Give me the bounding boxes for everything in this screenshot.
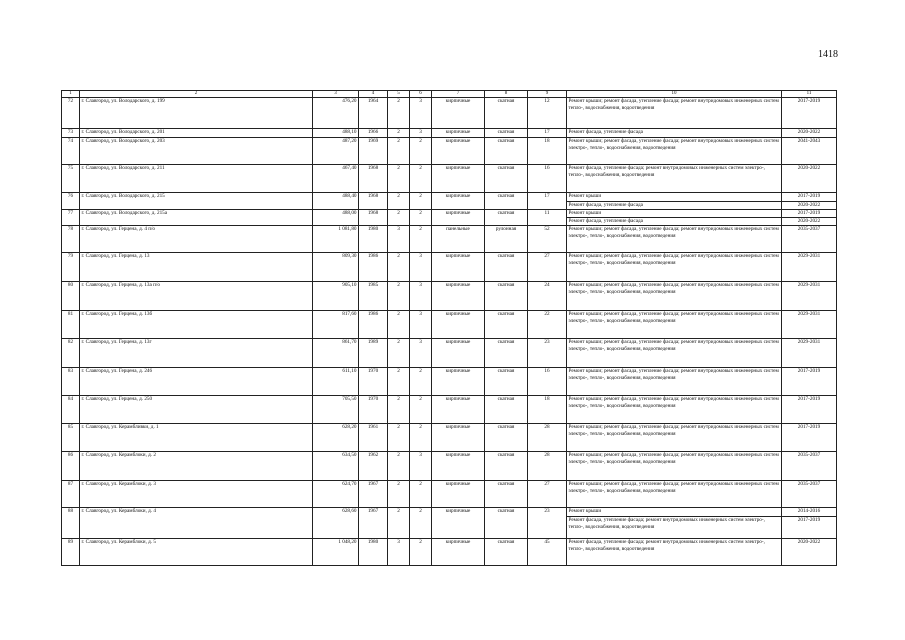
table-row [62, 311, 837, 339]
header-cell: 1 [62, 91, 80, 98]
floors-cell: 2 [388, 368, 410, 396]
roof-type-cell: скатная [485, 539, 528, 566]
year-cell: 1968 [359, 193, 388, 210]
apartments-cell: 28 [528, 452, 567, 481]
floors-cell: 2 [388, 481, 410, 508]
period-cell: 2017-2019 [782, 424, 837, 452]
area-cell: 467,40 [313, 165, 359, 193]
period-cell: 2029-2031 [782, 339, 837, 368]
year-cell: 1986 [359, 311, 388, 339]
floors-cell: 2 [388, 138, 410, 165]
year-cell: 1980 [359, 226, 388, 253]
area-cell: 705,50 [313, 396, 359, 424]
header-cell: 8 [485, 91, 528, 98]
works-cell: Ремонт крыши; ремонт фасада, утепление фасада; ремонт внутридомовых инженерных систем электро-, тепло-, водоснабжения, водоотведения [567, 311, 782, 339]
entrances-cell: 2 [410, 138, 432, 165]
table-row [62, 539, 837, 566]
area-cell: 1 048,20 [313, 539, 359, 566]
table-row [62, 481, 837, 508]
table-row [62, 396, 837, 424]
entrances-cell: 2 [410, 396, 432, 424]
period-cell: 2020-2022 [782, 218, 837, 226]
entrances-cell: 2 [410, 481, 432, 508]
row-number-cell: 72 [62, 98, 80, 129]
floors-cell: 2 [388, 210, 410, 226]
row-number-cell: 84 [62, 396, 80, 424]
wall-material-cell: кирпичные [432, 98, 485, 129]
row-number-cell: 76 [62, 193, 80, 210]
row-number-cell: 82 [62, 339, 80, 368]
entrances-cell: 2 [410, 210, 432, 226]
wall-material-cell: кирпичные [432, 368, 485, 396]
address-cell: г. Славгород, ул. Володарского, д. 201 [80, 129, 313, 138]
table-row [62, 282, 837, 311]
works-cell: Ремонт крыши; ремонт фасада, утепление фасада; ремонт внутридомовых инженерных систем электро-, тепло-, водоснабжения, водоотведения [567, 481, 782, 508]
address-cell: г. Славгород, ул. Володарского, д. 199 [80, 98, 313, 129]
table-row [62, 226, 837, 253]
year-cell: 1964 [359, 98, 388, 129]
floors-cell: 2 [388, 452, 410, 481]
apartments-cell: 23 [528, 508, 567, 539]
wall-material-cell: кирпичные [432, 165, 485, 193]
row-number-cell: 88 [62, 508, 80, 539]
floors-cell: 2 [388, 339, 410, 368]
header-cell: 5 [388, 91, 410, 98]
works-cell: Ремонт крыши; ремонт фасада, утепление фасада; ремонт внутридомовых инженерных систем электро-, тепло-, водоснабжения, водоотведения [567, 282, 782, 311]
apartments-cell: 18 [528, 138, 567, 165]
wall-material-cell: кирпичные [432, 539, 485, 566]
address-cell: г. Славгород, ул. Керамблоки, д. 4 [80, 508, 313, 539]
wall-material-cell: кирпичные [432, 138, 485, 165]
header-cell: 3 [313, 91, 359, 98]
row-number-cell: 80 [62, 282, 80, 311]
period-cell: 2020-2022 [782, 165, 837, 193]
page-number: 1418 [818, 49, 838, 60]
roof-type-cell: скатная [485, 368, 528, 396]
address-cell: г. Славгород, ул. Герцена, д. 4 п/о [80, 226, 313, 253]
works-cell: Ремонт крыши; ремонт фасада, утепление фасада; ремонт внутридомовых инженерных систем электро-, тепло-, водоснабжения, водоотведения [567, 226, 782, 253]
apartments-cell: 27 [528, 253, 567, 282]
table-row [62, 98, 837, 129]
roof-type-cell: скатная [485, 452, 528, 481]
area-cell: 861,70 [313, 339, 359, 368]
header-cell: 9 [528, 91, 567, 98]
area-cell: 611,10 [313, 368, 359, 396]
entrances-cell: 2 [410, 226, 432, 253]
entrances-cell: 3 [410, 282, 432, 311]
works-cell: Ремонт крыши; ремонт фасада, утепление фасада; ремонт внутридомовых инженерных систем электро-, тепло-, водоснабжения, водоотведения [567, 368, 782, 396]
apartments-cell: 16 [528, 165, 567, 193]
wall-material-cell: кирпичные [432, 129, 485, 138]
entrances-cell: 3 [410, 98, 432, 129]
apartments-cell: 45 [528, 539, 567, 566]
area-cell: 487,20 [313, 138, 359, 165]
row-number-cell: 85 [62, 424, 80, 452]
address-cell: г. Славгород, ул. Володарского, д. 211 [80, 165, 313, 193]
roof-type-cell: скатная [485, 508, 528, 539]
apartments-cell: 22 [528, 311, 567, 339]
area-cell: 628,60 [313, 508, 359, 539]
roof-type-cell: скатная [485, 339, 528, 368]
roof-type-cell: скатная [485, 129, 528, 138]
works-cell: Ремонт крыши; ремонт фасада, утепление фасада; ремонт внутридомовых инженерных систем электро-, тепло-, водоснабжения, водоотведения [567, 424, 782, 452]
works-cell: Ремонт крыши; ремонт фасада, утепление фасада; ремонт внутридомовых инженерных систем электро-, тепло-, водоснабжения, водоотведения [567, 253, 782, 282]
row-number-cell: 87 [62, 481, 80, 508]
header-cell: 4 [359, 91, 388, 98]
works-cell: Ремонт крыши; ремонт фасада, утепление фасада; ремонт внутридомовых инженерных систем электро-, тепло-, водоснабжения, водоотведения [567, 396, 782, 424]
address-cell: г. Славгород, ул. Керамбливки, д. 1 [80, 424, 313, 452]
address-cell: г. Славгород, ул. Герцена, д. 13г [80, 339, 313, 368]
roof-type-cell: скатная [485, 138, 528, 165]
floors-cell: 2 [388, 508, 410, 539]
apartments-cell: 17 [528, 193, 567, 210]
area-cell: 905,10 [313, 282, 359, 311]
row-number-cell: 81 [62, 311, 80, 339]
entrances-cell: 3 [410, 311, 432, 339]
address-cell: г. Славгород, ул. Герцена, д. 246 [80, 368, 313, 396]
row-number-cell: 77 [62, 210, 80, 226]
apartments-cell: 23 [528, 339, 567, 368]
roof-type-cell: скатная [485, 210, 528, 226]
floors-cell: 3 [388, 226, 410, 253]
period-cell: 2017-2019 [782, 210, 837, 218]
area-cell: 628,20 [313, 424, 359, 452]
apartments-cell: 17 [528, 129, 567, 138]
roof-type-cell: скатная [485, 311, 528, 339]
entrances-cell: 2 [410, 539, 432, 566]
apartments-cell: 28 [528, 424, 567, 452]
works-cell: Ремонт фасада, утепление фасада; ремонт внутридомовых инженерных систем электро-, тепло-, водоснабжения, водоотведения [567, 517, 782, 539]
area-cell: 624,70 [313, 481, 359, 508]
year-cell: 1969 [359, 138, 388, 165]
period-cell: 2035-2037 [782, 452, 837, 481]
period-cell: 2017-2019 [782, 368, 837, 396]
period-cell: 2041-2043 [782, 138, 837, 165]
works-cell: Ремонт крыши [567, 210, 782, 218]
area-cell: 488,10 [313, 129, 359, 138]
floors-cell: 2 [388, 98, 410, 129]
address-cell: г. Славгород, ул. Володарского, д. 215 [80, 193, 313, 210]
row-number-cell: 83 [62, 368, 80, 396]
entrances-cell: 2 [410, 193, 432, 210]
year-cell: 1970 [359, 396, 388, 424]
address-cell: г. Славгород, ул. Керамблоки, д. 2 [80, 452, 313, 481]
apartments-cell: 11 [528, 210, 567, 226]
table-body [62, 91, 837, 566]
floors-cell: 3 [388, 539, 410, 566]
row-number-cell: 78 [62, 226, 80, 253]
row-number-cell: 86 [62, 452, 80, 481]
table-row [62, 452, 837, 481]
area-cell: 488,40 [313, 193, 359, 210]
table-row [62, 253, 837, 282]
period-cell: 2017-2019 [782, 517, 837, 539]
row-number-cell: 75 [62, 165, 80, 193]
roof-type-cell: скатная [485, 481, 528, 508]
roof-type-cell: рулонная [485, 226, 528, 253]
table-row [62, 368, 837, 396]
year-cell: 1962 [359, 452, 388, 481]
wall-material-cell: кирпичные [432, 193, 485, 210]
wall-material-cell: кирпичные [432, 481, 485, 508]
apartments-cell: 27 [528, 481, 567, 508]
table-row [62, 424, 837, 452]
period-cell: 2035-2037 [782, 481, 837, 508]
header-cell: 2 [80, 91, 313, 98]
roof-type-cell: скатная [485, 193, 528, 210]
period-cell: 2020-2022 [782, 539, 837, 566]
works-cell: Ремонт фасада, утепление фасада; ремонт внутридомовых инженерных систем электро-, тепло-, водоснабжения, водоотведения [567, 165, 782, 193]
year-cell: 1966 [359, 129, 388, 138]
entrances-cell: 2 [410, 508, 432, 539]
housing-register-table [61, 90, 837, 566]
wall-material-cell: кирпичные [432, 210, 485, 226]
year-cell: 1985 [359, 282, 388, 311]
works-cell: Ремонт крыши; ремонт фасада, утепление фасада; ремонт внутридомовых инженерных систем электро-, тепло-, водоснабжения, водоотведения [567, 452, 782, 481]
year-cell: 1986 [359, 253, 388, 282]
floors-cell: 2 [388, 193, 410, 210]
address-cell: г. Славгород, ул. Керамблоки, д. 5 [80, 539, 313, 566]
row-number-cell: 73 [62, 129, 80, 138]
year-cell: 1968 [359, 210, 388, 226]
table-row [62, 165, 837, 193]
wall-material-cell: кирпичные [432, 424, 485, 452]
works-cell: Ремонт крыши; ремонт фасада, утепление фасада; ремонт внутридомовых инженерных систем электро-, тепло-, водоснабжения, водоотведения [567, 138, 782, 165]
works-cell: Ремонт фасада, утепление фасада [567, 129, 782, 138]
address-cell: г. Славгород, ул. Володарского, д. 203 [80, 138, 313, 165]
table-row [62, 210, 837, 218]
floors-cell: 2 [388, 396, 410, 424]
floors-cell: 2 [388, 282, 410, 311]
header-cell: 10 [567, 91, 782, 98]
header-cell: 11 [782, 91, 837, 98]
address-cell: г. Славгород, ул. Герцена, д. 13б [80, 311, 313, 339]
works-cell: Ремонт фасада, утепление фасада [567, 218, 782, 226]
apartments-cell: 12 [528, 98, 567, 129]
works-cell: Ремонт крыши; ремонт фасада, утепление фасада; ремонт внутридомовых инженерных систем электро-, тепло-, водоснабжения, водоотведения [567, 339, 782, 368]
period-cell: 2020-2022 [782, 202, 837, 210]
year-cell: 1967 [359, 508, 388, 539]
period-cell: 2014-2016 [782, 508, 837, 517]
table-row [62, 339, 837, 368]
table-row [62, 193, 837, 202]
roof-type-cell: скатная [485, 253, 528, 282]
area-cell: 476,20 [313, 98, 359, 129]
works-cell: Ремонт фасада, утепление фасада [567, 202, 782, 210]
address-cell: г. Славгород, ул. Володарского, д. 215а [80, 210, 313, 226]
header-cell: 7 [432, 91, 485, 98]
floors-cell: 2 [388, 311, 410, 339]
wall-material-cell: кирпичные [432, 339, 485, 368]
floors-cell: 2 [388, 253, 410, 282]
entrances-cell: 3 [410, 129, 432, 138]
wall-material-cell: кирпичные [432, 282, 485, 311]
entrances-cell: 2 [410, 424, 432, 452]
table-row [62, 138, 837, 165]
period-cell: 2017-2019 [782, 98, 837, 129]
wall-material-cell: панельные [432, 226, 485, 253]
works-cell: Ремонт крыши; ремонт фасада, утепление фасада; ремонт внутридомовых инженерных систем тепло-, водоснабжения, водоотведения [567, 98, 782, 129]
period-cell: 2017-2019 [782, 193, 837, 202]
row-number-cell: 79 [62, 253, 80, 282]
year-cell: 1989 [359, 339, 388, 368]
column-number-row [62, 91, 837, 98]
table-row [62, 129, 837, 138]
works-cell: Ремонт крыши [567, 508, 782, 517]
year-cell: 1961 [359, 424, 388, 452]
address-cell: г. Славгород, ул. Керамблоки, д. 3 [80, 481, 313, 508]
year-cell: 1980 [359, 539, 388, 566]
header-cell: 6 [410, 91, 432, 98]
year-cell: 1970 [359, 368, 388, 396]
floors-cell: 2 [388, 424, 410, 452]
wall-material-cell: кирпичные [432, 452, 485, 481]
period-cell: 2020-2022 [782, 129, 837, 138]
address-cell: г. Славгород, ул. Герцена, д. 13а п/о [80, 282, 313, 311]
roof-type-cell: скатная [485, 165, 528, 193]
period-cell: 2029-2031 [782, 282, 837, 311]
apartments-cell: 52 [528, 226, 567, 253]
entrances-cell: 3 [410, 253, 432, 282]
address-cell: г. Славгород, ул. Герцена, д. 250 [80, 396, 313, 424]
period-cell: 2029-2031 [782, 311, 837, 339]
wall-material-cell: кирпичные [432, 396, 485, 424]
area-cell: 817,60 [313, 311, 359, 339]
wall-material-cell: кирпичные [432, 508, 485, 539]
period-cell: 2017-2019 [782, 396, 837, 424]
roof-type-cell: скатная [485, 396, 528, 424]
year-cell: 1968 [359, 165, 388, 193]
period-cell: 2035-2037 [782, 226, 837, 253]
floors-cell: 2 [388, 129, 410, 138]
wall-material-cell: кирпичные [432, 311, 485, 339]
row-number-cell: 89 [62, 539, 80, 566]
area-cell: 809,30 [313, 253, 359, 282]
address-cell: г. Славгород, ул. Герцена, д. 13 [80, 253, 313, 282]
apartments-cell: 24 [528, 282, 567, 311]
roof-type-cell: скатная [485, 424, 528, 452]
entrances-cell: 3 [410, 452, 432, 481]
wall-material-cell: кирпичные [432, 253, 485, 282]
entrances-cell: 2 [410, 165, 432, 193]
entrances-cell: 2 [410, 368, 432, 396]
works-cell: Ремонт крыши [567, 193, 782, 202]
area-cell: 488,00 [313, 210, 359, 226]
area-cell: 634,50 [313, 452, 359, 481]
area-cell: 1 081,80 [313, 226, 359, 253]
roof-type-cell: скатная [485, 98, 528, 129]
floors-cell: 2 [388, 165, 410, 193]
roof-type-cell: скатная [485, 282, 528, 311]
works-cell: Ремонт фасада, утепление фасада; ремонт внутридомовых инженерных систем электро-, тепло-, водоснабжения, водоотведения [567, 539, 782, 566]
apartments-cell: 18 [528, 396, 567, 424]
table-row [62, 508, 837, 517]
period-cell: 2029-2031 [782, 253, 837, 282]
row-number-cell: 74 [62, 138, 80, 165]
entrances-cell: 3 [410, 339, 432, 368]
year-cell: 1967 [359, 481, 388, 508]
apartments-cell: 16 [528, 368, 567, 396]
